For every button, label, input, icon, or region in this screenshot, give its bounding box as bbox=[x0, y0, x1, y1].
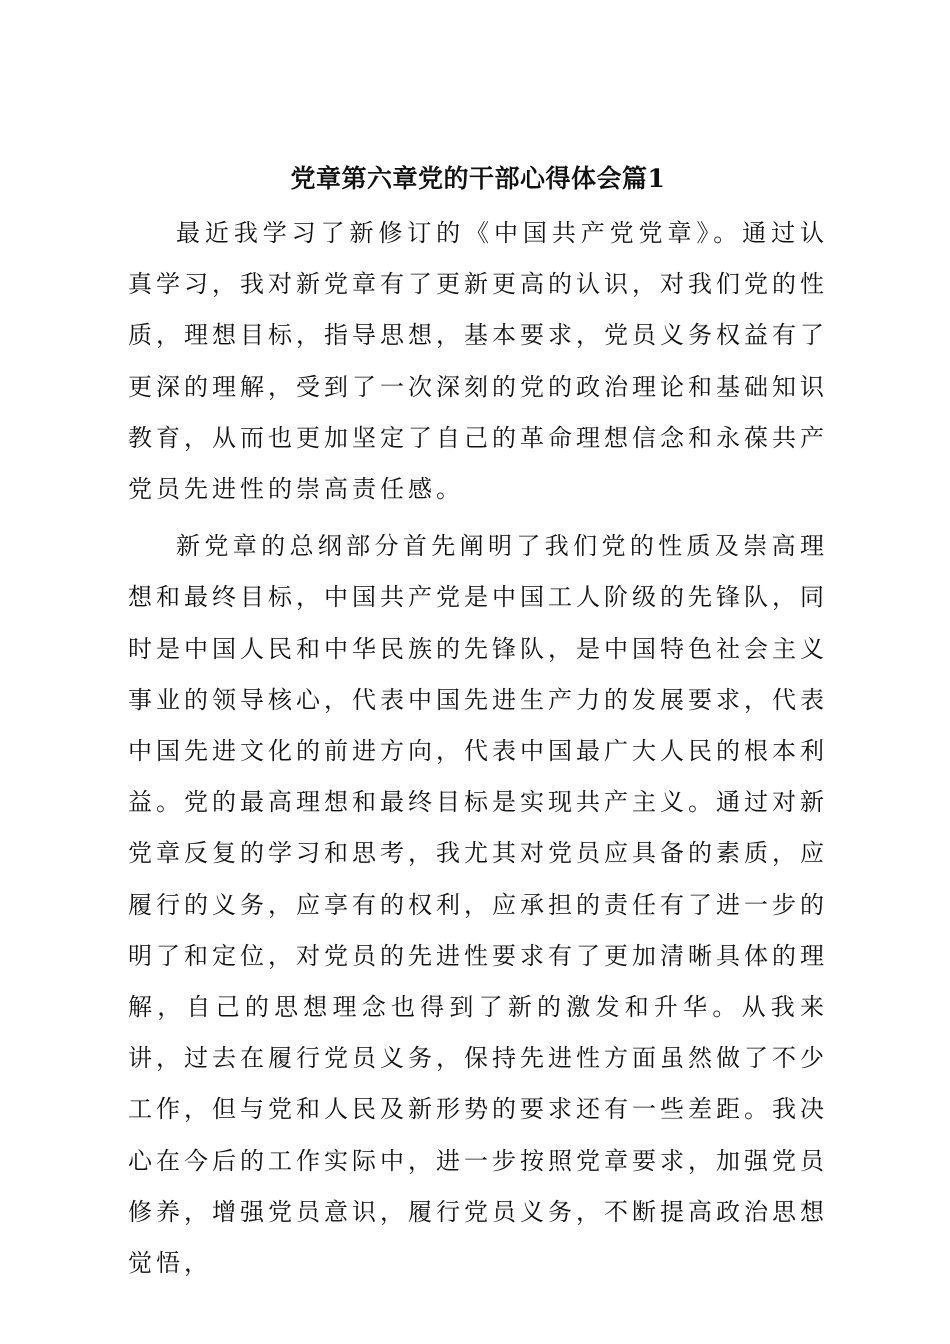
document-title: 党章第六章党的干部心得体会篇1 bbox=[290, 164, 666, 193]
paragraph-1: 最近我学习了新修订的《中国共产党党章》。通过认真学习，我对新党章有了更新更高的认识，对我们党的性质，理想目标，指导思想，基本要求，党员义务权益有了更深的理解，受到了一次深刻的党的政治理论和基础知识教育，从而也更加坚定了自己的革命理想信念和永葆共产党员先进性的崇高责任感。 bbox=[128, 219, 828, 504]
document-page bbox=[128, 160, 828, 1295]
paragraph-2: 新党章的总纲部分首先阐明了我们党的性质及崇高理想和最终目标，中国共产党是中国工人阶级的先锋队，同时是中国人民和中华民族的先锋队，是中国特色社会主义事业的领导核心，代表中国先进生产力的发展要求，代表中国先进文化的前进方向，代表中国最广大人民的根本利益。党的最高理想和最终目标是实现共产主义。通过对新党章反复的学习和思考，我尤其对党员应具备的素质，应履行的义务，应享有的权利，应承担的责任有了进一步的明了和定位，对党员的先进性要求有了更加清晰具体的理解，自己的思想理念也得到了新的激发和升华。从我来讲，过去在履行党员义务，保持先进性方面虽然做了不少工作，但与党和人民及新形势的要求还有一些差距。我决心在今后的工作实际中，进一步按照党章要求，加强党员修养，增强党员意识，履行党员义务，不断提高政治思想觉悟， bbox=[128, 532, 828, 1278]
